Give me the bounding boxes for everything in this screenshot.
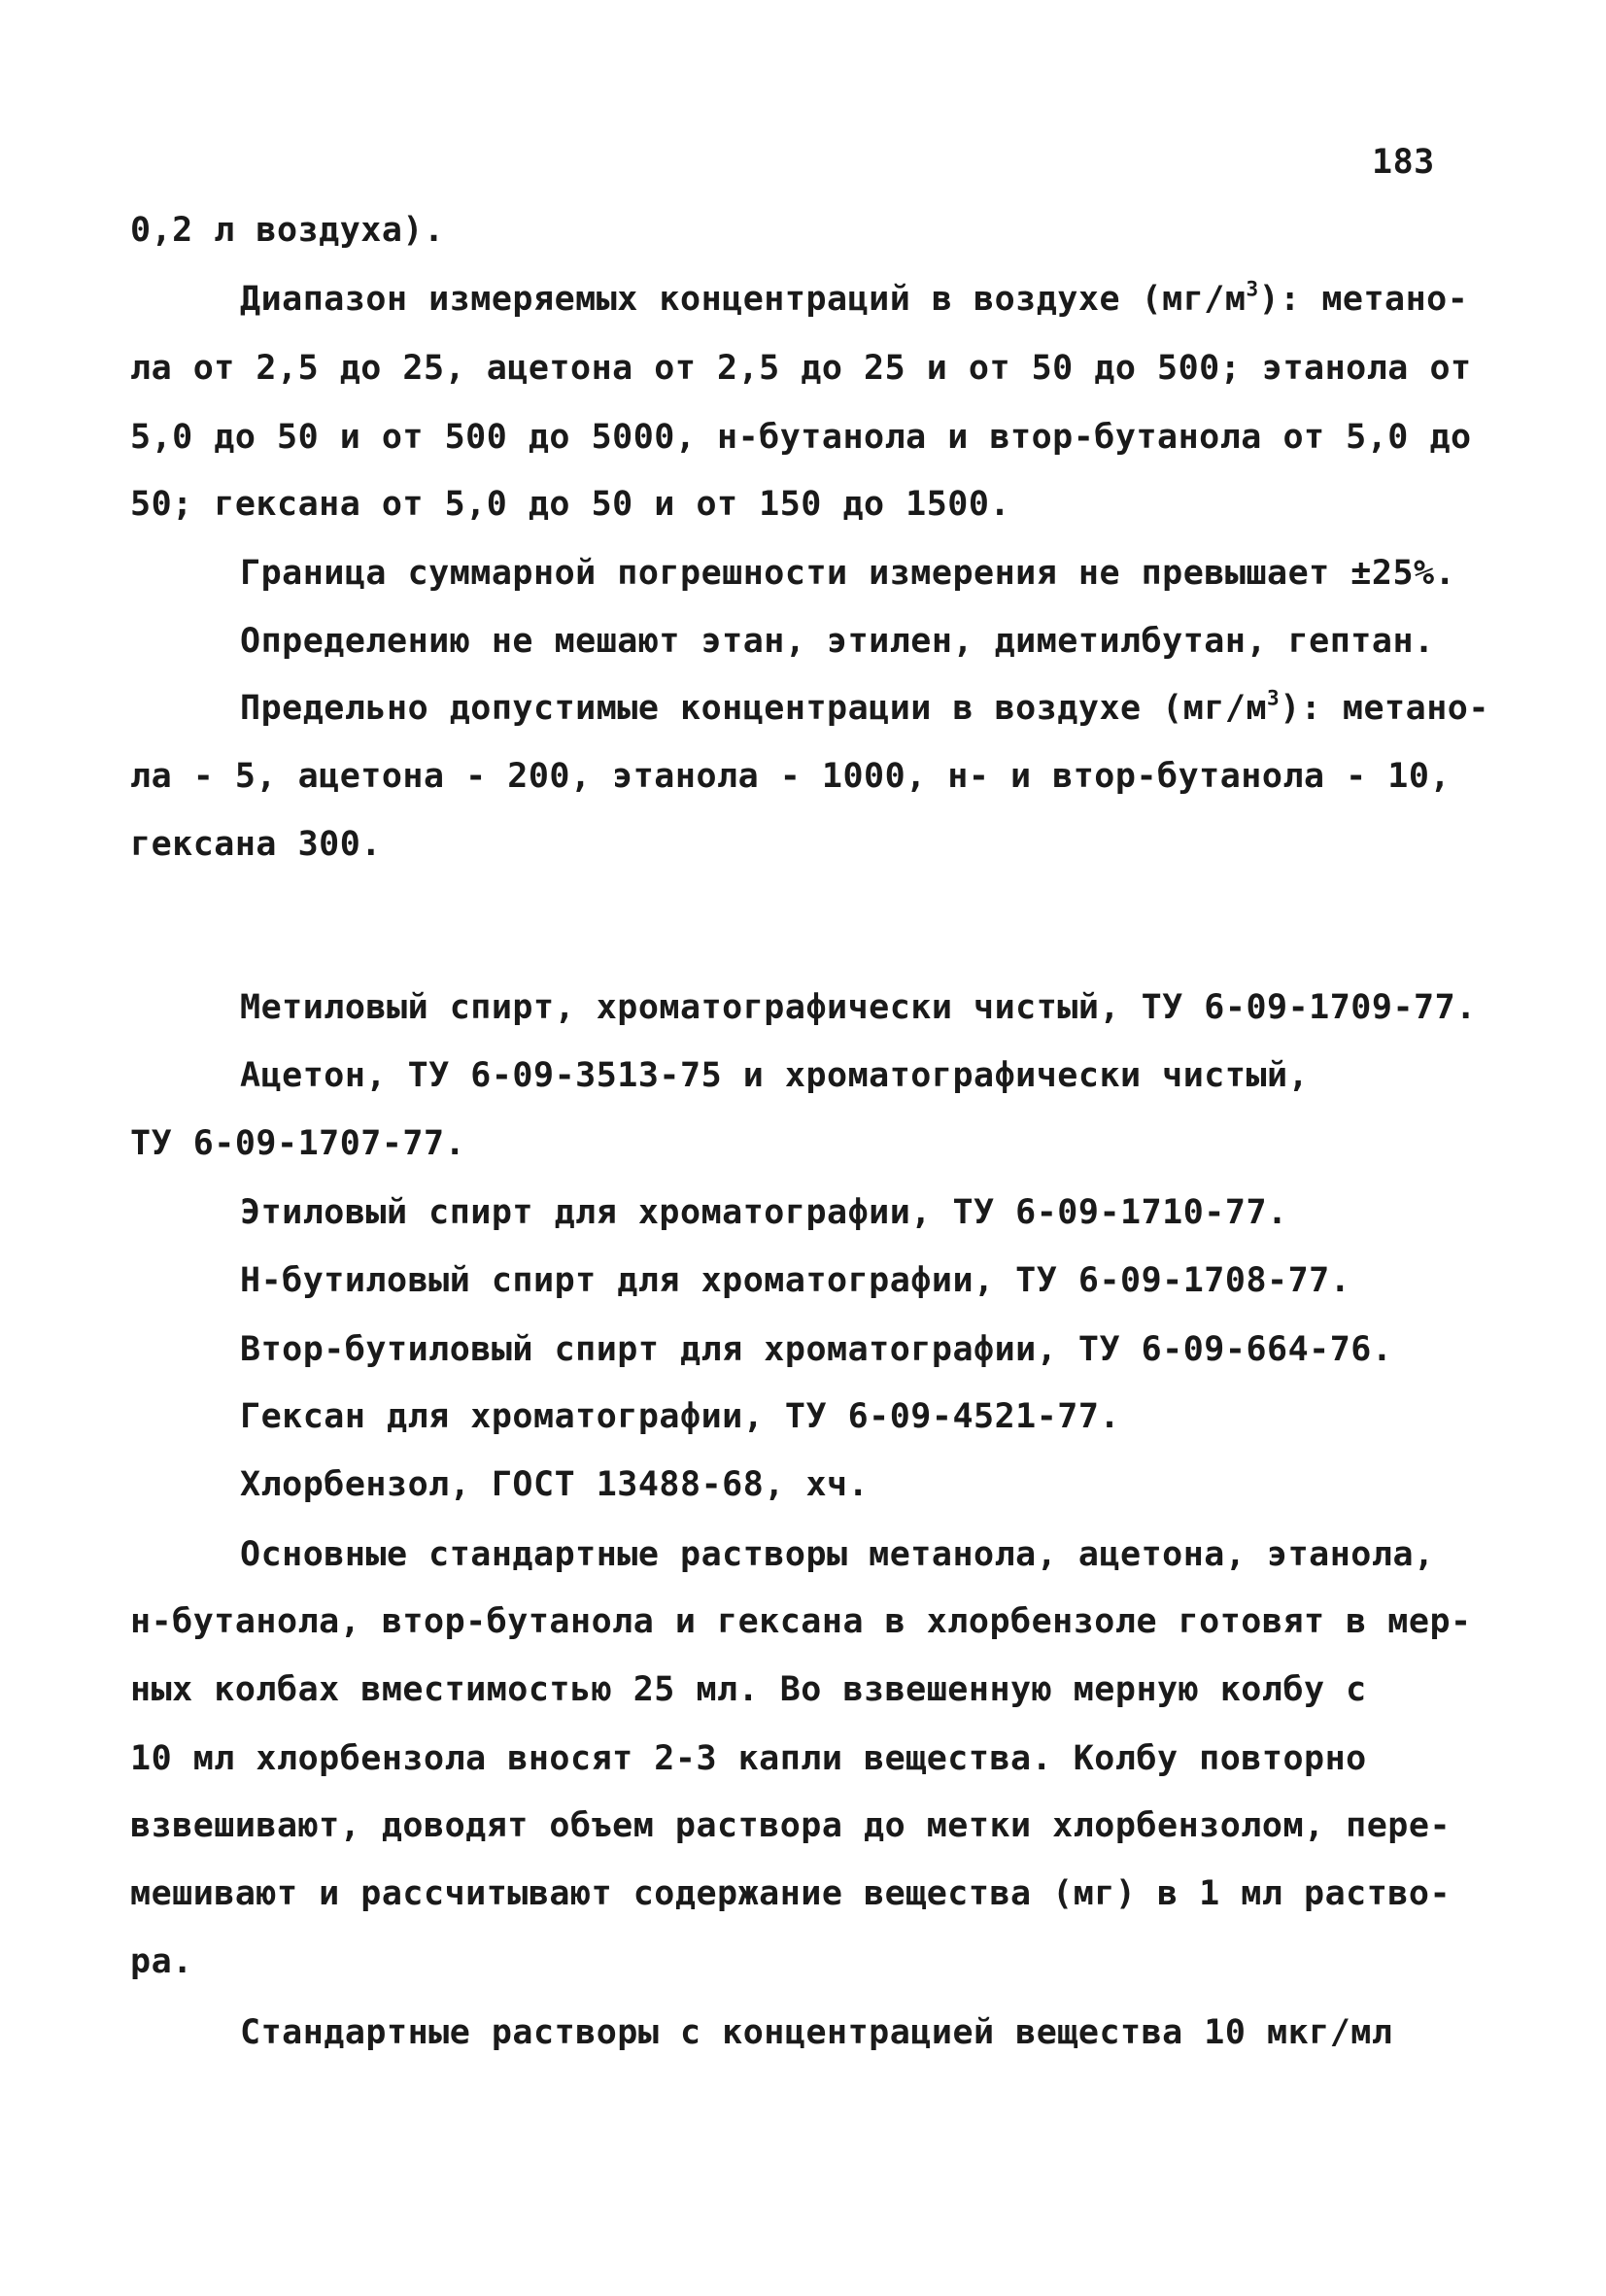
text-line: Метиловый спирт, хроматографически чистый, ТУ 6-09-1709-77. [240,988,1477,1027]
text-fragment: ): метано- [1280,689,1489,728]
page-number: 183 [1372,143,1435,182]
text-line: Основные стандартные растворы метанола, ацетона, этанола, [240,1535,1435,1574]
text-line: ла от 2,5 до 25, ацетона от 2,5 до 25 и от 50 до 500; этанола от [130,349,1472,388]
text-line: Хлорбензол, ГОСТ 13488-68, хч. [240,1465,870,1504]
text-fragment: ): метано- [1258,280,1469,319]
text-line: ла - 5, ацетона - 200, этанола - 1000, н- и втор-бутанола - 10, [130,757,1452,796]
text-line: 0,2 л воздуха). [130,211,445,250]
text-line: н-бутанола, втор-бутанола и гексана в хлорбензоле готовят в мер- [130,1602,1472,1641]
text-line: ра. [130,1942,193,1981]
superscript: 3 [1267,686,1281,710]
text-line: ных колбах вместимостью 25 мл. Во взвешенную мерную колбу с [130,1670,1367,1709]
text-line: взвешивают, доводят объем раствора до метки хлорбензолом, пере- [130,1806,1452,1845]
text-line: Этиловый спирт для хроматографии, ТУ 6-09-1710-77. [240,1193,1288,1232]
text-line: Втор-бутиловый спирт для хроматографии, ТУ 6-09-664-76. [240,1330,1393,1369]
text-line: 5,0 до 50 и от 500 до 5000, н-бутанола и втор-бутанола от 5,0 до [130,418,1472,457]
text-line: 50; гексана от 5,0 до 50 и от 150 до 1500. [130,485,1011,524]
text-fragment: Предельно допустимые концентрации в воздухе (мг/м [240,689,1268,728]
text-line: Гексан для хроматографии, ТУ 6-09-4521-77. [240,1397,1121,1436]
text-line: Определению не мешают этан, этилен, диметилбутан, гептан. [240,622,1435,661]
text-line: мешивают и рассчитывают содержание вещества (мг) в 1 мл раство- [130,1874,1452,1913]
text-line: ТУ 6-09-1707-77. [130,1124,466,1163]
text-line: Граница суммарной погрешности измерения не превышает ±25%. [240,554,1456,593]
text-fragment: Диапазон измеряемых концентраций в воздухе (мг/м [240,280,1247,319]
text-line: Н-бутиловый спирт для хроматографии, ТУ 6-09-1708-77. [240,1261,1351,1300]
superscript: 3 [1246,277,1259,301]
text-line: гексана 300. [130,825,382,864]
text-line: Стандартные растворы с концентрацией вещества 10 мкг/мл [240,2013,1393,2052]
text-line [240,277,1469,319]
text-line: Ацетон, ТУ 6-09-3513-75 и хроматографически чистый, [240,1056,1310,1095]
text-line: 10 мл хлорбензола вносят 2-3 капли вещества. Колбу повторно [130,1739,1367,1778]
text-line [240,686,1489,728]
